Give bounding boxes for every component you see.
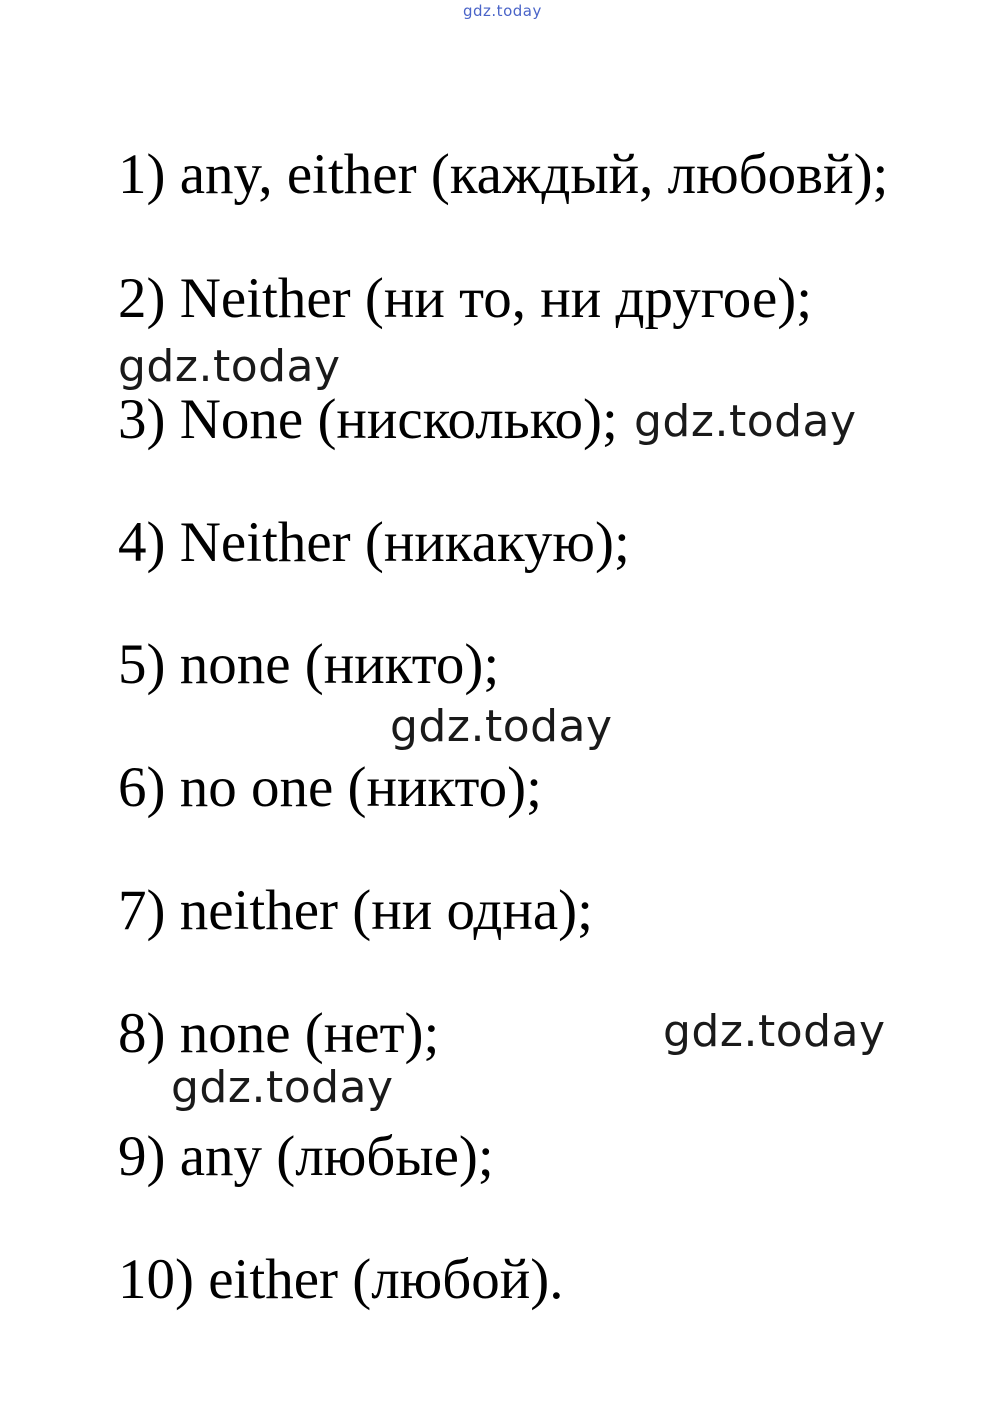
answer-item-8: 8) none (нет); xyxy=(118,1002,440,1065)
watermark-3: gdz.today xyxy=(390,701,613,752)
watermark-5: gdz.today xyxy=(171,1062,394,1113)
watermark-1: gdz.today xyxy=(118,341,341,392)
answer-item-10: 10) either (любой). xyxy=(118,1248,564,1311)
answer-item-7: 7) neither (ни одна); xyxy=(118,879,593,942)
answer-item-4: 4) Neither (никакую); xyxy=(118,511,630,574)
answer-item-6: 6) no one (никто); xyxy=(118,756,542,819)
answer-item-1: 1) any, either (каждый, любовй); xyxy=(118,143,889,206)
answer-item-3: 3) None (нисколько); xyxy=(118,388,618,451)
header-watermark: gdz.today xyxy=(463,2,542,20)
answer-item-2: 2) Neither (ни то, ни другое); xyxy=(118,267,813,330)
watermark-2: gdz.today xyxy=(634,396,857,447)
answer-item-9: 9) any (любые); xyxy=(118,1125,494,1188)
answer-item-5: 5) none (никто); xyxy=(118,633,500,696)
watermark-4: gdz.today xyxy=(663,1006,886,1057)
